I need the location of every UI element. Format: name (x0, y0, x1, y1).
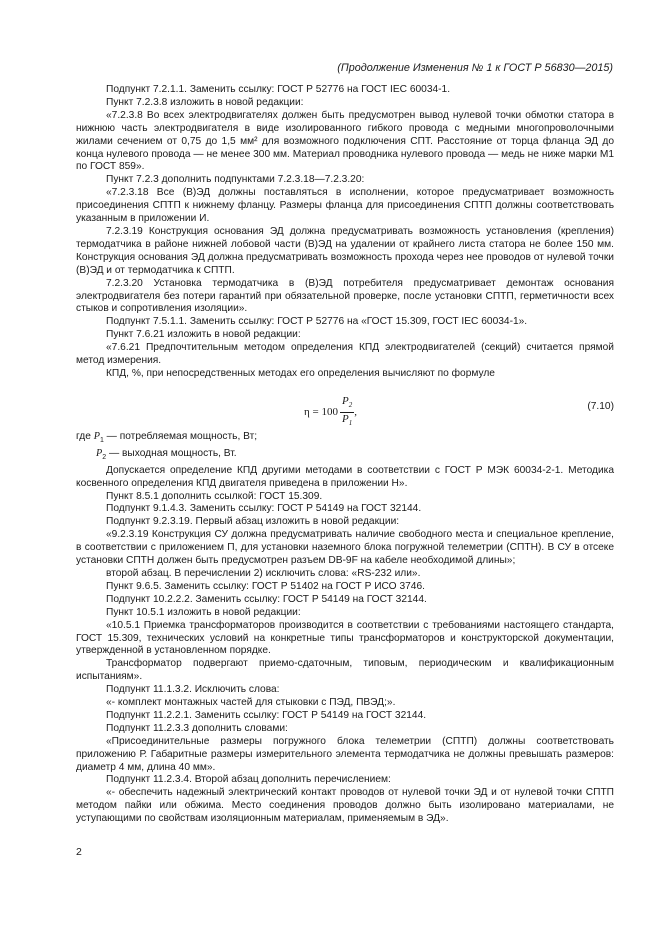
paragraph: «10.5.1 Приемка трансформаторов производится в соответствии с требованиями настоящего стандарта, ГОСТ 15.309, технических условий на конкретные типы трансформаторов и конструкторской документации, утвержденной в установленном порядке. (76, 619, 614, 657)
formula-numerator: $P_2$ (340, 395, 354, 413)
paragraph: «7.2.3.8 Во всех электродвигателях должен быть предусмотрен вывод нулевой точки обмотки статора в нижнюю часть электродвигателя в виде изолированного гибкого провода с медными многопроволочными жилами сечением от 0,75 до 1,5 мм² для возможного подключения СПТ. Расстояние от торца фланца ЭД до конца нулевого провода — не менее 300 мм. Материал проводника нулевого провода — медь не ниже марки М1 по ГОСТ 859». (76, 109, 614, 173)
formula-legend-line-2: $P_2$ — выходная мощность, Вт. (96, 447, 237, 461)
paragraph: Подпункт 9.1.4.3. Заменить ссылку: ГОСТ Р 54149 на ГОСТ 32144. (106, 503, 422, 515)
page-number: 2 (76, 846, 82, 858)
formula-legend-line-1: где $P_1$ — потребляемая мощность, Вт; (76, 430, 258, 444)
formula-fraction (340, 395, 354, 430)
formula-expression (304, 395, 357, 430)
paragraph: Пункт 9.6.5. Заменить ссылку: ГОСТ Р 51402 на ГОСТ Р ИСО 3746. (106, 580, 425, 592)
paragraph: Подпункт 11.1.3.2. Исключить слова: (106, 684, 280, 696)
paragraph: Пункт 7.2.3.8 изложить в новой редакции: (106, 96, 304, 108)
paragraph: Подпункт 11.2.2.1. Заменить ссылку: ГОСТ Р 54149 на ГОСТ 32144. (106, 709, 427, 721)
paragraph: Подпункт 11.2.3.4. Второй абзац дополнить перечислением: (106, 774, 391, 786)
paragraph: «Присоединительные размеры погружного блока телеметрии (СПТП) должны соответствовать приложению Р. Габаритные размеры измерительного элемента термодатчика не должны превышать размеров: диаметр 4 мм, длина 40 мм». (76, 735, 614, 773)
paragraph: Подпункт 11.2.3.3 дополнить словами: (106, 722, 288, 734)
paragraph: Пункт 8.5.1 дополнить ссылкой: ГОСТ 15.309. (106, 490, 323, 502)
paragraph: 7.2.3.19 Конструкция основания ЭД должна предусматривать возможность установления (крепления) термодатчика в районе нижней лобовой части (В)ЭД на удалении от крайнего листа статора не более 150 мм. Конструкция основания ЭД должна предусматривать возможность прохода через нее проводов от нулевой точки (В)ЭД и от термодатчика к СПТП. (76, 225, 614, 276)
paragraph: Подпункт 7.2.1.1. Заменить ссылку: ГОСТ Р 52776 на ГОСТ IEC 60034-1. (106, 84, 451, 95)
paragraph: Пункт 7.6.21 изложить в новой редакции: (106, 329, 301, 341)
paragraph: «9.2.3.19 Конструкция СУ должна предусматривать наличие свободного места и специальное крепление, в соответствии с приложением П, для установки наземного блока погружной телеметрии (СПТН). В СУ в отсеке установки СПТН должен быть предусмотрен разъем DB-9F на кабеле необходимой длины»; (76, 529, 614, 567)
paragraph: Допускается определение КПД другими методами в соответствии с ГОСТ Р МЭК 60034-2-1. Методика косвенного определения КПД двигателя приведена в приложении Н». (76, 464, 614, 489)
paragraph: Подпункт 9.2.3.19. Первый абзац изложить в новой редакции: (106, 516, 400, 528)
formula-lhs: η = 100 (304, 405, 338, 418)
paragraph: Трансформатор подвергают приемо-сдаточным, типовым, периодическим и квалификационным испытаниям». (76, 658, 614, 683)
paragraph: «- обеспечить надежный электрический контакт проводов от нулевой точки ЭД и от нулевой точки СПТП методом пайки или обжима. Место соединения проводов должно быть изолировано материалами, не уступающими по свойствам изоляционным материалам, применяемым в ЭД». (76, 787, 614, 825)
efficiency-formula (76, 389, 614, 428)
paragraph: второй абзац. В перечислении 2) исключить слова: «RS-232 или». (106, 567, 421, 579)
paragraph: КПД, %, при непосредственных методах его определения вычисляют по формуле (106, 367, 495, 379)
running-header: (Продолжение Изменения № 1 к ГОСТ Р 56830—2015) (337, 62, 613, 74)
paragraph: Подпункт 7.5.1.1. Заменить ссылку: ГОСТ Р 52776 на «ГОСТ 15.309, ГОСТ IEC 60034-1». (106, 316, 528, 328)
paragraph: Подпункт 10.2.2.2. Заменить ссылку: ГОСТ Р 54149 на ГОСТ 32144. (106, 593, 427, 605)
paragraph: Пункт 10.5.1 изложить в новой редакции: (106, 606, 301, 618)
paragraph: «- комплект монтажных частей для стыковки с ПЭД, ПВЭД;». (106, 697, 396, 709)
paragraph: «7.6.21 Предпочтительным методом определения КПД электродвигателей (секций) считается прямой метод измерения. (76, 342, 614, 367)
paragraph: Пункт 7.2.3 дополнить подпунктами 7.2.3.18—7.2.3.20: (106, 174, 365, 186)
paragraph: 7.2.3.20 Установка термодатчика в (В)ЭД потребителя предусматривает демонтаж основания электродвигателя без потери гарантий при обязательной проверке, после установки СПТП, герметичности всех стыков и сопротивления изоляции». (76, 277, 614, 315)
formula-denominator: $P_1$ (341, 412, 353, 428)
equation-number: (7.10) (587, 400, 614, 412)
document-body (76, 84, 614, 826)
formula-tail: , (354, 405, 357, 418)
paragraph: «7.2.3.18 Все (В)ЭД должны поставляться в исполнении, которое предусматривает возможность присоединения СПТП к нижнему фланцу. Размеры фланца для присоединения СПТП должны соответствовать указанным в приложении И. (76, 187, 614, 225)
